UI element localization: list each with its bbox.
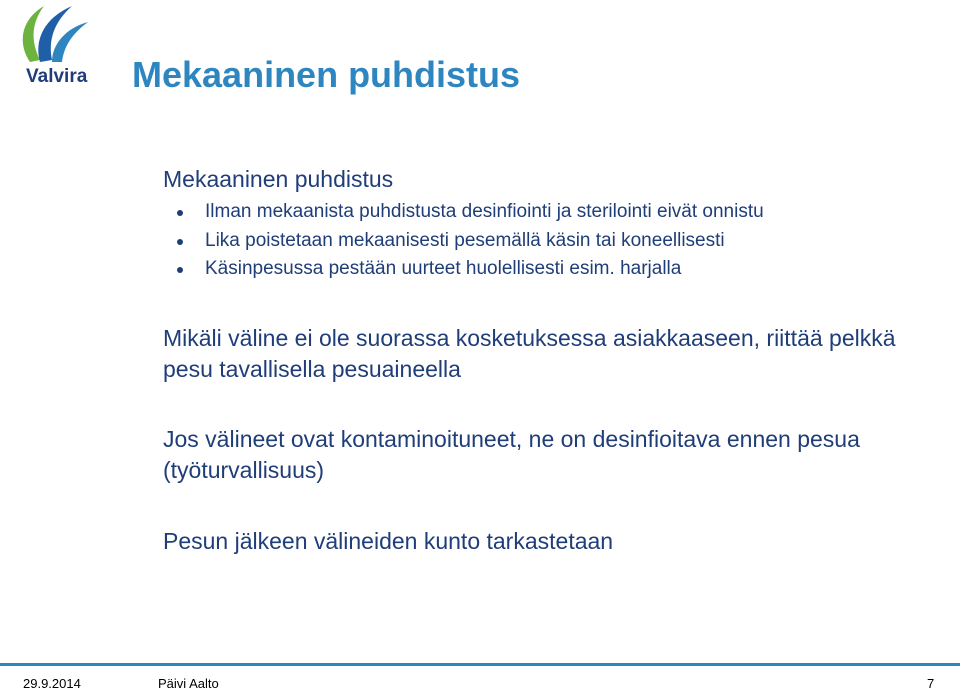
bullet-dot-icon — [177, 267, 183, 273]
valvira-logo-icon — [10, 0, 106, 70]
bullet-dot-icon — [177, 210, 183, 216]
paragraph-disinfect: Jos välineet ovat kontaminoituneet, ne on desinfioitava ennen pesua (työturvallisuus) — [163, 425, 860, 483]
bullet-item — [163, 198, 943, 227]
bullet-item — [163, 227, 943, 256]
slide-content — [163, 164, 943, 557]
bullet-text: Lika poistetaan mekaanisesti pesemällä käsin tai koneellisesti — [205, 229, 725, 251]
footer-author: Päivi Aalto — [158, 676, 219, 691]
bullet-text: Ilman mekaanista puhdistusta desinfiointi ja sterilointi eivät onnistu — [205, 201, 764, 222]
paragraph-plain-wash: Mikäli väline ei ole suorassa kosketuksessa asiakkaaseen, riittää pelkkä pesu tavallisella pesuaineella — [163, 324, 896, 382]
footer-divider — [0, 663, 960, 666]
valvira-logo — [10, 0, 106, 96]
slide-title: Mekaaninen puhdistus — [132, 54, 521, 95]
bullet-text: Käsinpesussa pestään uurteet huolellisesti esim. harjalla — [205, 258, 682, 279]
page-number: 7 — [927, 676, 935, 691]
logo-wordmark: Valvira — [26, 66, 88, 87]
bullet-dot-icon — [177, 239, 183, 245]
bullet-item — [163, 255, 943, 284]
footer-date: 29.9.2014 — [23, 676, 81, 691]
section-heading: Mekaaninen puhdistus — [163, 166, 394, 192]
bullet-list — [163, 198, 943, 284]
paragraph-inspect: Pesun jälkeen välineiden kunto tarkastetaan — [163, 527, 614, 554]
